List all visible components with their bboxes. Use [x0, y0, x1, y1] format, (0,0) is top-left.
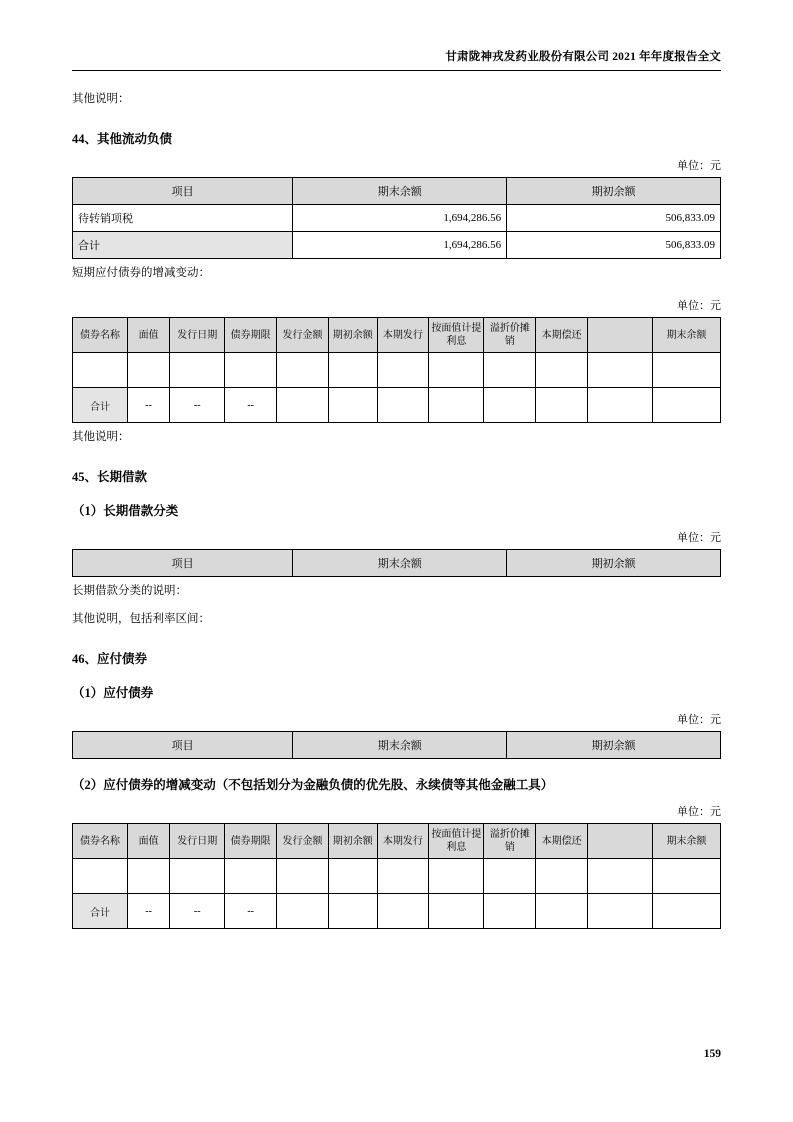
table-header-row	[73, 550, 721, 577]
col-header-premium-amortization: 溢折价摊销	[484, 318, 536, 353]
cell-interest-accrued	[429, 859, 484, 894]
cell-end-balance	[652, 388, 720, 423]
page-number: 159	[703, 1048, 721, 1060]
cell-blank	[588, 894, 653, 929]
cell-begin-balance	[328, 388, 377, 423]
cell-interest-accrued	[429, 353, 484, 388]
other-note-2: 其他说明：	[72, 431, 130, 443]
cell-blank	[588, 353, 653, 388]
table-bond-change-payable	[72, 823, 721, 929]
cell-premium-amortization	[484, 353, 536, 388]
cell-bond-name: 合计	[73, 388, 128, 423]
cell-end-balance	[652, 353, 720, 388]
table-bonds-payable	[72, 731, 721, 759]
cell-premium-amortization	[484, 894, 536, 929]
cell-face-value: --	[128, 894, 170, 929]
col-header-current-repayment: 本期偿还	[536, 318, 588, 353]
unit-label-2: 单位：元	[677, 300, 721, 312]
cell-begin-balance: 506,833.09	[507, 232, 721, 259]
cell-issue-date	[170, 859, 225, 894]
cell-face-value	[128, 353, 170, 388]
col-header-bond-name: 债券名称	[73, 318, 128, 353]
cell-bond-term	[225, 353, 277, 388]
table-row	[73, 205, 721, 232]
col-header-bond-term: 债券期限	[225, 824, 277, 859]
unit-label-4: 单位：元	[677, 714, 721, 726]
short-bond-change-note: 短期应付债券的增减变动：	[72, 267, 210, 279]
cell-face-value: --	[128, 388, 170, 423]
col-header-begin-balance: 期初余额	[328, 318, 377, 353]
long-loan-class-note: 长期借款分类的说明：	[72, 585, 187, 597]
unit-label-1: 单位：元	[677, 160, 721, 172]
cell-current-issue	[377, 388, 429, 423]
col-header-issue-amount: 发行金额	[277, 824, 329, 859]
col-header-interest-accrued: 按面值计提利息	[429, 318, 484, 353]
cell-begin-balance	[328, 353, 377, 388]
cell-interest-accrued	[429, 388, 484, 423]
document-body	[72, 71, 721, 929]
unit-label-5: 单位：元	[677, 806, 721, 818]
cell-end-balance	[652, 859, 720, 894]
cell-end-balance: 1,694,286.56	[293, 232, 507, 259]
cell-end-balance: 1,694,286.56	[293, 205, 507, 232]
cell-issue-amount	[277, 388, 329, 423]
col-header-current-issue: 本期发行	[377, 318, 429, 353]
section-title-45: 45、长期借款	[72, 470, 148, 484]
col-header-issue-amount: 发行金额	[277, 318, 329, 353]
col-header-begin-balance: 期初余额	[507, 550, 721, 577]
col-header-end-balance: 期末余额	[652, 318, 720, 353]
col-header-face-value: 面值	[128, 824, 170, 859]
table-other-current-liabilities	[72, 177, 721, 259]
cell-current-repayment	[536, 894, 588, 929]
cell-issue-amount	[277, 859, 329, 894]
other-note-1: 其他说明：	[72, 93, 130, 105]
table-bond-change-short	[72, 317, 721, 423]
col-header-item: 项目	[73, 732, 293, 759]
cell-begin-balance	[328, 894, 377, 929]
table-header-row	[73, 732, 721, 759]
col-header-current-repayment: 本期偿还	[536, 824, 588, 859]
table-row-total	[73, 894, 721, 929]
cell-item: 合计	[73, 232, 293, 259]
col-header-begin-balance: 期初余额	[507, 732, 721, 759]
cell-bond-name: 合计	[73, 894, 128, 929]
table-row-total	[73, 232, 721, 259]
section-title-46: 46、应付债券	[72, 652, 148, 666]
col-header-end-balance: 期末余额	[293, 178, 507, 205]
cell-bond-term: --	[225, 388, 277, 423]
cell-premium-amortization	[484, 859, 536, 894]
col-header-end-balance: 期末余额	[293, 732, 507, 759]
col-header-issue-date: 发行日期	[170, 318, 225, 353]
unit-label-3: 单位：元	[677, 532, 721, 544]
col-header-end-balance: 期末余额	[652, 824, 720, 859]
header-title: 甘肃陇神戎发药业股份有限公司 2021 年年度报告全文	[445, 51, 721, 63]
col-header-begin-balance: 期初余额	[328, 824, 377, 859]
col-header-face-value: 面值	[128, 318, 170, 353]
col-header-blank	[588, 824, 653, 859]
cell-current-issue	[377, 859, 429, 894]
table-long-term-loans	[72, 549, 721, 577]
col-header-bond-term: 债券期限	[225, 318, 277, 353]
cell-item: 待转销项税	[73, 205, 293, 232]
cell-issue-amount	[277, 353, 329, 388]
sub-title-46-2: （2）应付债券的增减变动（不包括划分为金融负债的优先股、永续债等其他金融工具）	[72, 778, 554, 792]
cell-issue-date: --	[170, 388, 225, 423]
table-row-total	[73, 388, 721, 423]
table-row	[73, 859, 721, 894]
page-header	[72, 0, 721, 64]
cell-issue-amount	[277, 894, 329, 929]
table-header-row	[73, 824, 721, 859]
cell-current-repayment	[536, 353, 588, 388]
cell-issue-date: --	[170, 894, 225, 929]
col-header-end-balance: 期末余额	[293, 550, 507, 577]
cell-bond-name	[73, 353, 128, 388]
col-header-issue-date: 发行日期	[170, 824, 225, 859]
sub-title-45-1: （1）长期借款分类	[72, 504, 179, 518]
cell-current-issue	[377, 894, 429, 929]
cell-bond-name	[73, 859, 128, 894]
cell-begin-balance	[328, 859, 377, 894]
cell-interest-accrued	[429, 894, 484, 929]
section-title-44: 44、其他流动负债	[72, 132, 173, 146]
cell-blank	[588, 388, 653, 423]
col-header-begin-balance: 期初余额	[507, 178, 721, 205]
table-row	[73, 353, 721, 388]
other-note-rate: 其他说明，包括利率区间：	[72, 613, 210, 625]
cell-bond-term: --	[225, 894, 277, 929]
sub-title-46-1: （1）应付债券	[72, 686, 154, 700]
col-header-interest-accrued: 按面值计提利息	[429, 824, 484, 859]
col-header-bond-name: 债券名称	[73, 824, 128, 859]
cell-current-issue	[377, 353, 429, 388]
cell-current-repayment	[536, 859, 588, 894]
cell-end-balance	[652, 894, 720, 929]
cell-premium-amortization	[484, 388, 536, 423]
cell-blank	[588, 859, 653, 894]
col-header-item: 项目	[73, 550, 293, 577]
col-header-current-issue: 本期发行	[377, 824, 429, 859]
col-header-item: 项目	[73, 178, 293, 205]
cell-face-value	[128, 859, 170, 894]
cell-bond-term	[225, 859, 277, 894]
cell-issue-date	[170, 353, 225, 388]
col-header-premium-amortization: 溢折价摊销	[484, 824, 536, 859]
col-header-blank	[588, 318, 653, 353]
table-header-row	[73, 178, 721, 205]
cell-begin-balance: 506,833.09	[507, 205, 721, 232]
cell-current-repayment	[536, 388, 588, 423]
table-header-row	[73, 318, 721, 353]
